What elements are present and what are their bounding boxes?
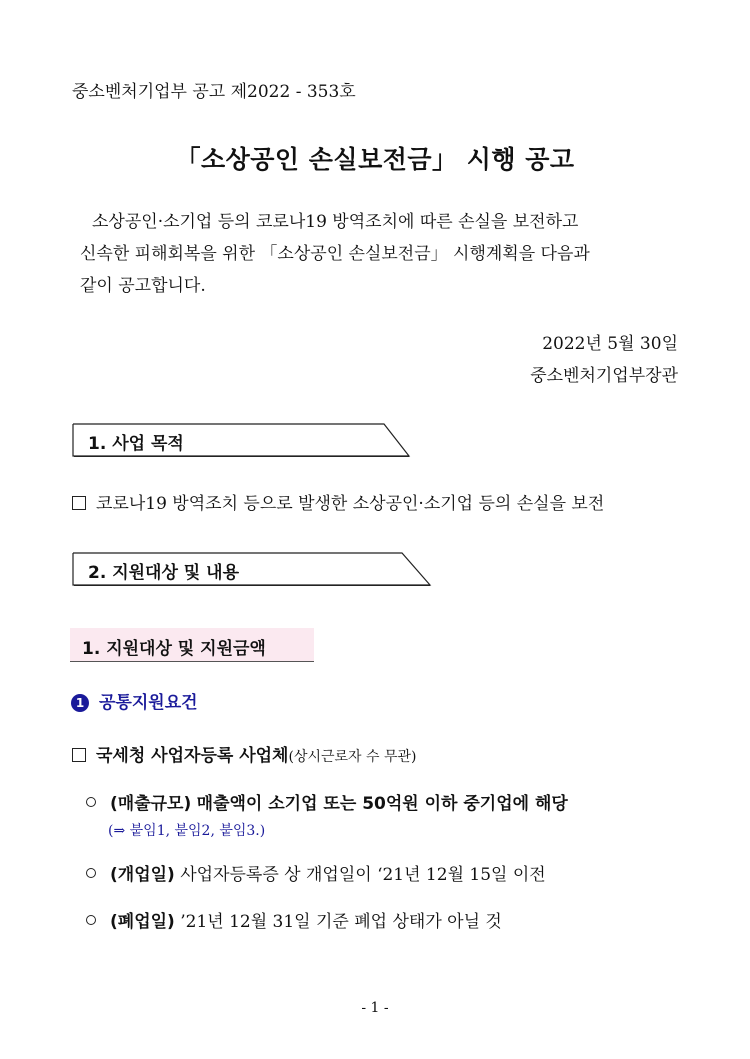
section1-item-text: 코로나19 방역조치 등으로 발생한 소상공인·소기업 등의 손실을 보전 <box>96 494 605 514</box>
notice-number: 중소벤처기업부 공고 제2022 - 353호 <box>72 82 356 102</box>
bullet-text: 사업자등록증 상 개업일이 ‘21년 12월 15일 이전 <box>180 865 546 885</box>
page-number: - 1 - <box>361 1000 389 1016</box>
circle-bullet-icon <box>86 797 96 807</box>
requirements-heading-text: 공통지원요건 <box>99 693 198 713</box>
issuer: 중소벤처기업부장관 <box>530 366 678 386</box>
bullet-head: (매출규모) <box>110 794 192 814</box>
section2-header <box>72 552 434 586</box>
bullet-head: (개업일) <box>110 865 175 885</box>
circle-bullet-icon <box>86 915 96 925</box>
page-title: 「소상공인 손실보전금」 시행 공고 <box>175 145 575 174</box>
intro-line: 같이 공고합니다. <box>80 276 206 296</box>
requirement-item-note: (상시근로자 수 무관) <box>288 749 417 765</box>
intro-line: 소상공인·소기업 등의 코로나19 방역조치에 따른 손실을 보전하고 <box>92 212 579 232</box>
bullet-text: ’21년 12월 31일 기준 폐업 상태가 아닐 것 <box>180 912 502 932</box>
checkbox-square-icon <box>72 496 86 510</box>
bullet-text: 매출액이 소기업 또는 50억원 이하 중기업에 해당 <box>196 794 568 814</box>
subsection1-label: 1. 지원대상 및 지원금액 <box>82 639 266 659</box>
bullet-closure-date <box>86 907 502 932</box>
intro-paragraph <box>80 206 680 302</box>
requirement-item <box>72 741 417 766</box>
requirement-item-main: 국세청 사업자등록 사업체 <box>96 746 289 766</box>
bullet-opening-date <box>86 860 546 885</box>
requirements-heading <box>71 688 198 713</box>
circle-bullet-icon <box>86 868 96 878</box>
section2-label: 2. 지원대상 및 내용 <box>88 563 239 583</box>
section1-label: 1. 사업 목적 <box>88 434 184 454</box>
intro-line: 신속한 피해회복을 위한 「소상공인 손실보전금」 시행계획을 다음과 <box>80 244 590 264</box>
section1-item <box>72 489 604 514</box>
checkbox-square-icon <box>72 748 86 762</box>
subsection1-header <box>70 628 314 662</box>
section1-header <box>72 423 412 457</box>
notice-date: 2022년 5월 30일 <box>542 334 678 354</box>
annex-reference: (⇒ 붙임1, 붙임2, 붙임3.) <box>108 823 266 839</box>
bullet-head: (폐업일) <box>110 912 175 932</box>
circled-number-icon: 1 <box>71 694 89 712</box>
bullet-sales-scale <box>86 789 568 814</box>
